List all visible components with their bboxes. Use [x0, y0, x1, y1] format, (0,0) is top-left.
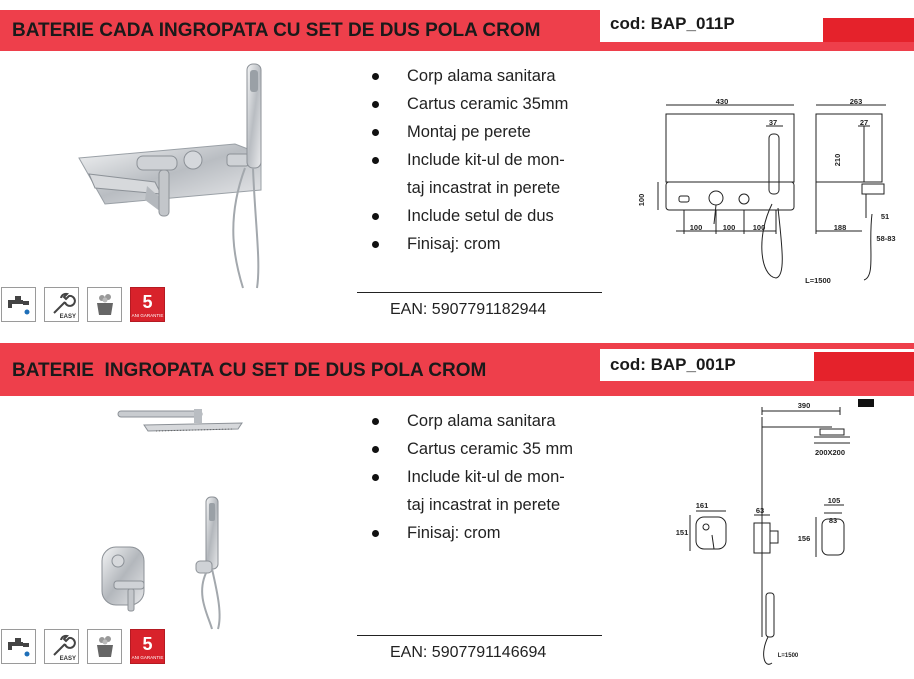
product-photo: [75, 62, 275, 290]
wrench-icon: EASY: [44, 629, 79, 664]
guarantee-5-icon: 5 ANI GARANTIE: [130, 287, 165, 322]
dim-holder-label: 37: [768, 118, 778, 127]
bullet-icon: [372, 129, 379, 136]
dim-holder-inner-label: 83: [828, 516, 838, 525]
bullet-icon: [372, 213, 379, 220]
guarantee-5-icon: 5 ANI GARANTIE: [130, 629, 165, 664]
feature-item: Include kit-ul de mon- taj incastrat in perete: [372, 146, 568, 202]
ean-code: EAN: 5907791146694: [390, 644, 547, 661]
feature-item: Corp alama sanitara: [372, 407, 573, 435]
feature-item: Corp alama sanitara: [372, 62, 568, 90]
feature-list: [372, 407, 573, 547]
dim-side-top-label: 27: [859, 118, 869, 127]
bullet-icon: [372, 530, 379, 537]
cleaning-icon: [87, 629, 122, 664]
wrench-icon: EASY: [44, 287, 79, 322]
product-photo: [96, 495, 236, 631]
dim-side-height-label: 210: [833, 153, 842, 167]
dim-side-depth-label: 188: [833, 223, 847, 232]
code-accent-bar: [814, 352, 914, 381]
product-title: BATERIE INGROPATA CU SET DE DUS POLA CROM: [12, 360, 487, 381]
bullet-icon: [372, 446, 379, 453]
product-code: cod: BAP_011P: [610, 14, 735, 33]
dim-spacing-label: 100: [689, 223, 703, 232]
ean-code: EAN: 5907791182944: [390, 301, 547, 318]
technical-drawing: [636, 96, 906, 301]
dim-hose-label: L=1500: [777, 653, 799, 659]
product-section-bap-001p: [0, 341, 914, 679]
feature-item: Cartus ceramic 35mm: [372, 90, 568, 118]
dim-holder-width-label: 105: [827, 496, 841, 505]
feature-list: [372, 62, 568, 258]
product-title: BATERIE CADA INGROPATA CU SET DE DUS POLA CROM: [12, 20, 541, 41]
dim-plate-width-label: 161: [695, 501, 709, 510]
code-accent-bar: [823, 18, 914, 42]
feature-item: Finisaj: crom: [372, 230, 568, 258]
bullet-icon: [372, 101, 379, 108]
ean-divider: [357, 292, 602, 293]
dim-height-label: 100: [637, 193, 646, 207]
dim-side-range-label: 58-83: [876, 234, 896, 243]
dim-arm-label: 390: [797, 401, 811, 410]
ean-divider: [357, 635, 602, 636]
shower-head-photo: [116, 399, 246, 439]
dim-head-label: 200X200: [814, 448, 846, 457]
feature-item: Include setul de dus: [372, 202, 568, 230]
cleaning-icon: [87, 287, 122, 322]
dim-holder-height-label: 156: [797, 534, 811, 543]
dim-depth-label: 63: [755, 506, 765, 515]
product-code: cod: BAP_001P: [610, 355, 736, 374]
feature-item: Montaj pe perete: [372, 118, 568, 146]
dim-side-small-label: 51: [880, 212, 890, 221]
product-code-box: [600, 8, 914, 42]
dim-spacing-label: 100: [722, 223, 736, 232]
bullet-icon: [372, 474, 379, 481]
faucet-icon: [1, 287, 36, 322]
dim-spacing-label: 100: [752, 223, 766, 232]
feature-badges: [1, 287, 165, 322]
dim-hose-label: L=1500: [805, 276, 831, 285]
bullet-icon: [372, 157, 379, 164]
bullet-icon: [372, 241, 379, 248]
bullet-icon: [372, 73, 379, 80]
feature-badges: [1, 629, 165, 664]
product-code-box: [600, 349, 914, 381]
feature-item: Cartus ceramic 35 mm: [372, 435, 573, 463]
technical-drawing: [672, 397, 908, 679]
feature-item: Include kit-ul de mon- taj incastrat in perete: [372, 463, 573, 519]
marker-icon: [858, 399, 874, 407]
dim-width-label: 430: [715, 97, 729, 106]
feature-item: Finisaj: crom: [372, 519, 573, 547]
bullet-icon: [372, 418, 379, 425]
faucet-icon: [1, 629, 36, 664]
dim-depth-label: 263: [849, 97, 863, 106]
dim-plate-height-label: 151: [675, 528, 689, 537]
